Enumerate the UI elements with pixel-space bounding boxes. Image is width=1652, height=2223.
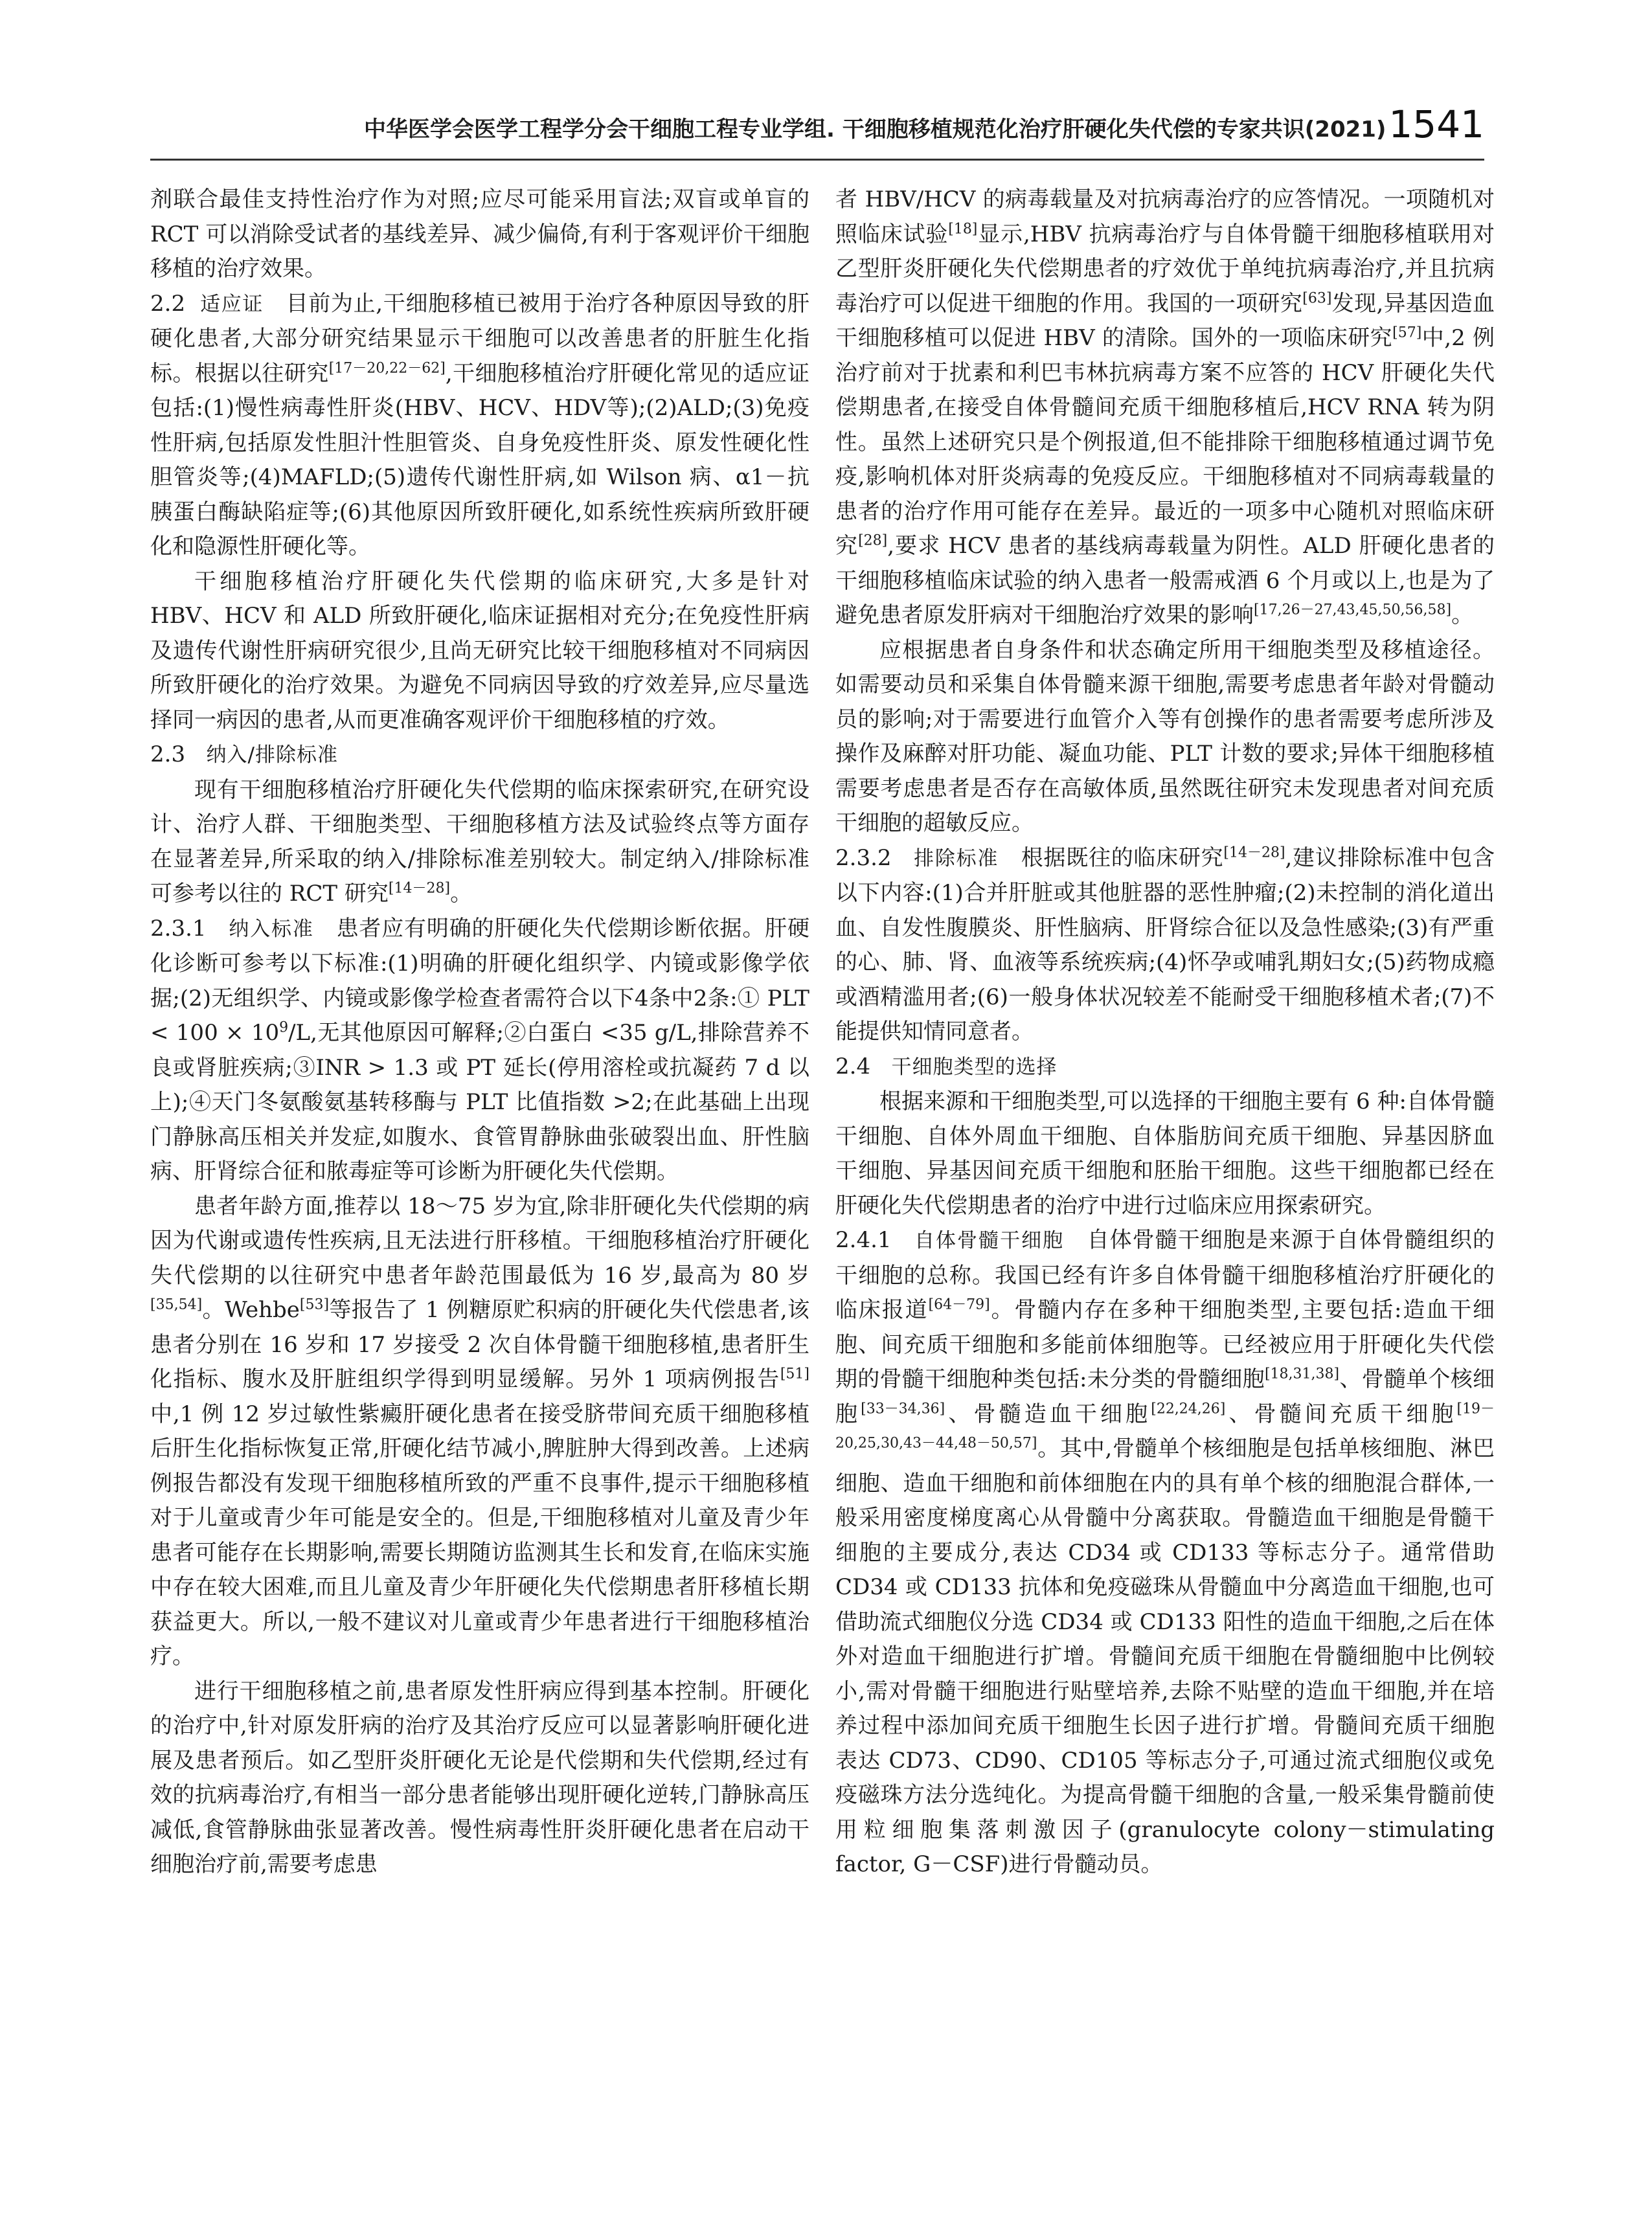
paragraph-text: 。 [450,881,473,907]
section-text: 目前为止,干细胞移植已被用于治疗各种原因导致的肝硬化患者,大部分研究结果显示干细胞可以改善患者的肝脏生化指标。根据以往研究 [150,290,809,387]
section-heading: 纳入标准 [229,917,314,941]
header-rule [150,159,1484,161]
section-number: 2.2 [150,290,186,317]
citation: [18,31,38] [1264,1366,1340,1382]
paragraph: 剂联合最佳支持性治疗作为对照;应尽可能采用盲法;双盲或单盲的 RCT 可以消除受试者的基线差异、减少偏倚,有利于客观评价干细胞移植的治疗效果。 [150,186,809,282]
section-heading: 适应证 [200,292,264,316]
left-column [150,183,809,2151]
paragraph-text: ,要求 HCV 患者的基线病毒载量为阴性。ALD 肝硬化患者的干细胞移植临床试验的纳入患者一般需戒酒 6 个月或以上,也是为了避免患者原发肝病对干细胞治疗效果的影响 [835,533,1495,628]
right-column [835,183,1495,2151]
section-text: ,建议排除标准中包含以下内容:(1)合并肝脏或其他脏器的恶性肿瘤;(2)未控制的消化道出血、自发性腹膜炎、肝性脑病、肝肾综合征以及急性感染;(3)有严重的心、肺、肾、血液等系统疾病;(4)怀孕或哺乳期妇女;(5)药物成瘾或酒精滥用者;(6)一般身体状况较差不能耐受干细胞移植术者;(7)不能提供知情同意者。 [835,844,1495,1044]
paragraph-text: 。Wehbe [202,1297,300,1323]
paragraph [835,183,1495,633]
paragraph-text: 中,1 例 12 岁过敏性紫癜肝硬化患者在接受脐带间充质干细胞移植后肝生化指标恢复正常,肝硬化结节减小,脾脏肿大得到改善。上述病例报告都没有发现干细胞移植所致的严重不良事件,提示干细胞移植对于儿童或青少年可能是安全的。但是,干细胞移植对儿童及青少年患者可能存在长期影响,需要长期随访监测其生长和发育,在临床实施中存在较大困难,而且儿童及青少年肝硬化失代偿期患者肝移植长期获益更大。所以,一般不建议对儿童或青少年患者进行干细胞移植治疗。 [150,1401,809,1669]
paragraph-text: 患者年龄方面,推荐以 18～75 岁为宜,除非肝硬化失代偿期的病因为代谢或遗传性疾病,且无法进行肝移植。干细胞移植治疗肝硬化失代偿期的以往研究中患者年龄范围最低为 16 岁,最高为 80 岁 [150,1193,809,1289]
paragraph-text: 发现,异基因造血干细胞移植可以促进 HBV 的清除。国外的一项临床研究 [835,290,1495,351]
citation: [35,54] [150,1296,203,1313]
citation: [64－79] [928,1296,990,1313]
section-number: 2.4 [835,1053,871,1079]
paragraph-text: 等报告了 1 例糖原贮积病的肝硬化失代偿患者,该患者分别在 16 岁和 17 岁接受 2 次自体骨髓干细胞移植,患者肝生化指标、腹水及肝脏组织学得到明显缓解。另外 1 项病例报告 [150,1297,809,1392]
paragraph: 根据来源和干细胞类型,可以选择的干细胞主要有 6 种:自体骨髓干细胞、自体外周血干细胞、自体脂肪间充质干细胞、异基因脐血干细胞、异基因间充质干细胞和胚胎干细胞。这些干细胞都已经在肝硬化失代偿期患者的治疗中进行过临床应用探索研究。 [835,1089,1495,1219]
section-number: 2.3.1 [150,915,207,942]
page-number: 1541 [1388,102,1484,146]
paragraph-text: 现有干细胞移植治疗肝硬化失代偿期的临床探索研究,在研究设计、治疗人群、干细胞类型、干细胞移植方法及试验终点等方面存在显著差异,所采取的纳入/排除标准差别较大。制定纳入/排除标准可参考以往的 RCT 研究 [150,776,809,907]
citation: [53] [299,1296,330,1313]
section-2-3-2 [835,841,1495,1050]
section-text: 自体骨髓干细胞是来源于自体骨髓组织的干细胞的总称。我国已经有许多自体骨髓干细胞移植治疗肝硬化的临床报道 [835,1227,1495,1323]
paragraph-text: 。 [1451,602,1474,628]
citation: [17,26－27,43,45,50,56,58] [1254,602,1452,618]
section-2-2 [150,287,809,565]
section-text: 、骨髓间充质干细胞 [1225,1401,1457,1427]
section-heading: 干细胞类型的选择 [891,1055,1058,1079]
section-text: 、骨髓单个核细胞 [835,1366,1495,1427]
running-header [150,104,1484,155]
section-2-3-1 [150,912,809,1190]
citation: [17－20,22－62] [328,360,446,377]
section-number: 2.3 [150,741,186,767]
citation: [33－34,36] [861,1401,945,1417]
citation: [14－28] [388,880,451,897]
paragraph: 应根据患者自身条件和状态确定所用干细胞类型及移植途径。如需要动员和采集自体骨髓来源干细胞,需要考虑患者年龄对骨髓动员的影响;对于需要进行血管介入等有创操作的患者需要考虑所涉及操作及麻醉对肝功能、凝血功能、PLT 计数的要求;异体干细胞移植需要考虑患者是否存在高敏体质,虽然既往研究未发现患者对间充质干细胞的超敏反应。 [835,637,1495,836]
citation: [57] [1392,324,1422,341]
citation: [63] [1302,290,1332,307]
citation: [28] [858,532,888,549]
section-text: 、骨髓造血干细胞 [945,1401,1151,1427]
section-heading: 自体骨髓干细胞 [914,1229,1065,1252]
paragraph-text: 者 HBV/HCV 的病毒载量及对抗病毒治疗的应答情况。一项随机对照临床试验 [835,186,1495,247]
section-text: 。骨髓内存在多种干细胞类型,主要包括:造血干细胞、间充质干细胞和多能前体细胞等。已经被应用于肝硬化失代偿期的骨髓干细胞种类包括:未分类的骨髓细胞 [835,1297,1495,1392]
section-heading: 排除标准 [914,846,999,870]
citation: [19－20,25,30,43－44,48－50,57] [835,1401,1495,1452]
section-number: 2.3.2 [835,844,892,871]
section-text: 。其中,骨髓单个核细胞是包括单核细胞、淋巴细胞、造血干细胞和前体细胞在内的具有单个核的细胞混合群体,一般采用密度梯度离心从骨髓中分离获取。骨髓造血干细胞是骨髓干细胞的主要成分,表达 CD34 或 CD133 等标志分子。通常借助 CD34 或 CD133 抗体和免疫磁珠从骨髓血中分离造血干细胞,也可借助流式细胞仪分选 CD34 或 CD133 阳性的造血干细胞,之后在体外对造血干细胞进行扩增。骨髓间充质干细胞在骨髓细胞中比例较小,需对骨髓干细胞进行贴壁培养,去除不贴壁的造血干细胞,并在培养过程中添加间充质干细胞生长因子进行扩增。骨髓间充质干细胞表达 CD73、CD90、CD105 等标志分子,可通过流式细胞仪或免疫磁珠方法分选纯化。为提高骨髓干细胞的含量,一般采集骨髓前使用粒细胞集落刺激因子(granulocyte colony－stimulating factor, G－CSF)进行骨髓动员。 [835,1436,1495,1877]
section-text: /L,无其他原因可解释;②白蛋白 <35 g/L,排除营养不良或肾脏疾病;③INR > 1.3 或 PT 延长(停用溶栓或抗凝药 7 d 以上);④天门冬氨酸氨基转移酶与 PLT 比值指数 >2;在此基础上出现门静脉高压相关并发症,如腹水、食管胃静脉曲张破裂出血、肝性脑病、肝肾综合征和脓毒症等可诊断为肝硬化失代偿期。 [150,1020,809,1184]
section-2-4-1 [835,1223,1495,1882]
section-text: 根据既往的临床研究 [1021,844,1224,871]
paragraph: 进行干细胞移植之前,患者原发性肝病应得到基本控制。肝硬化的治疗中,针对原发肝病的治疗及其治疗反应可以显著影响肝硬化进展及患者预后。如乙型肝炎肝硬化无论是代偿期和失代偿期,经过有效的抗病毒治疗,有相当一部分患者能够出现肝硬化逆转,门静脉高压减低,食管静脉曲张显著改善。慢性病毒性肝炎肝硬化患者在启动干细胞治疗前,需要考虑患 [150,1678,809,1877]
paragraph [150,1190,809,1675]
paragraph: 干细胞移植治疗肝硬化失代偿期的临床研究,大多是针对 HBV、HCV 和 ALD 所致肝硬化,临床证据相对充分;在免疫性肝病及遗传代谢性肝病研究很少,且尚无研究比较干细胞移植对不同病因所致肝硬化的治疗效果。为避免不同病因导致的疗效差异,应尽量选择同一病因的患者,从而更准确客观评价干细胞移植的疗效。 [150,568,809,733]
section-number: 2.4.1 [835,1227,892,1253]
section-heading: 纳入/排除标准 [206,743,338,767]
paragraph [150,773,809,912]
citation: [18] [948,221,978,238]
running-header-title: 中华医学会医学工程学分会干细胞工程专业学组. 干细胞移植规范化治疗肝硬化失代偿的专家共识(2021) [364,117,1386,142]
section-2-3 [150,738,809,773]
citation: [22,24,26] [1151,1401,1226,1417]
section-2-4 [835,1050,1495,1085]
citation: [51] [780,1366,809,1382]
citation: [14－28] [1223,844,1285,861]
paragraph-text: 显示,HBV 抗病毒治疗与自体骨髓干细胞移植联用对乙型肝炎肝硬化失代偿期患者的疗效优于单纯抗病毒治疗,并且抗病毒治疗可以促进干细胞的作用。我国的一项研究 [835,221,1495,317]
section-text: ,干细胞移植治疗肝硬化常见的适应证包括:(1)慢性病毒性肝炎(HBV、HCV、HDV等);(2)ALD;(3)免疫性肝病,包括原发性胆汁性胆管炎、自身免疫性肝炎、原发性硬化性胆管炎等;(4)MAFLD;(5)遗传代谢性肝病,如 Wilson 病、α1－抗胰蛋白酶缺陷症等;(6)其他原因所致肝硬化,如系统性疾病所致肝硬化和隐源性肝硬化等。 [150,360,809,559]
paragraph-text: 中,2 例治疗前对于扰素和利巴韦林抗病毒方案不应答的 HCV 肝硬化失代偿期患者,在接受自体骨髓间充质干细胞移植后,HCV RNA 转为阴性。虽然上述研究只是个例报道,但不能排除干细胞移植通过调节免疫,影响机体对肝炎病毒的免疫反应。干细胞移植对不同病毒载量的患者的治疗作用可能存在差异。最近的一项多中心随机对照临床研究 [835,325,1495,559]
section-text: 患者应有明确的肝硬化失代偿期诊断依据。肝硬化诊断可参考以下标准:(1)明确的肝硬化组织学、内镜或影像学依据;(2)无组织学、内镜或影像学检查者需符合以下4条中2条:① PLT < 100 × 10 [150,915,809,1046]
superscript: 9 [279,1019,289,1036]
